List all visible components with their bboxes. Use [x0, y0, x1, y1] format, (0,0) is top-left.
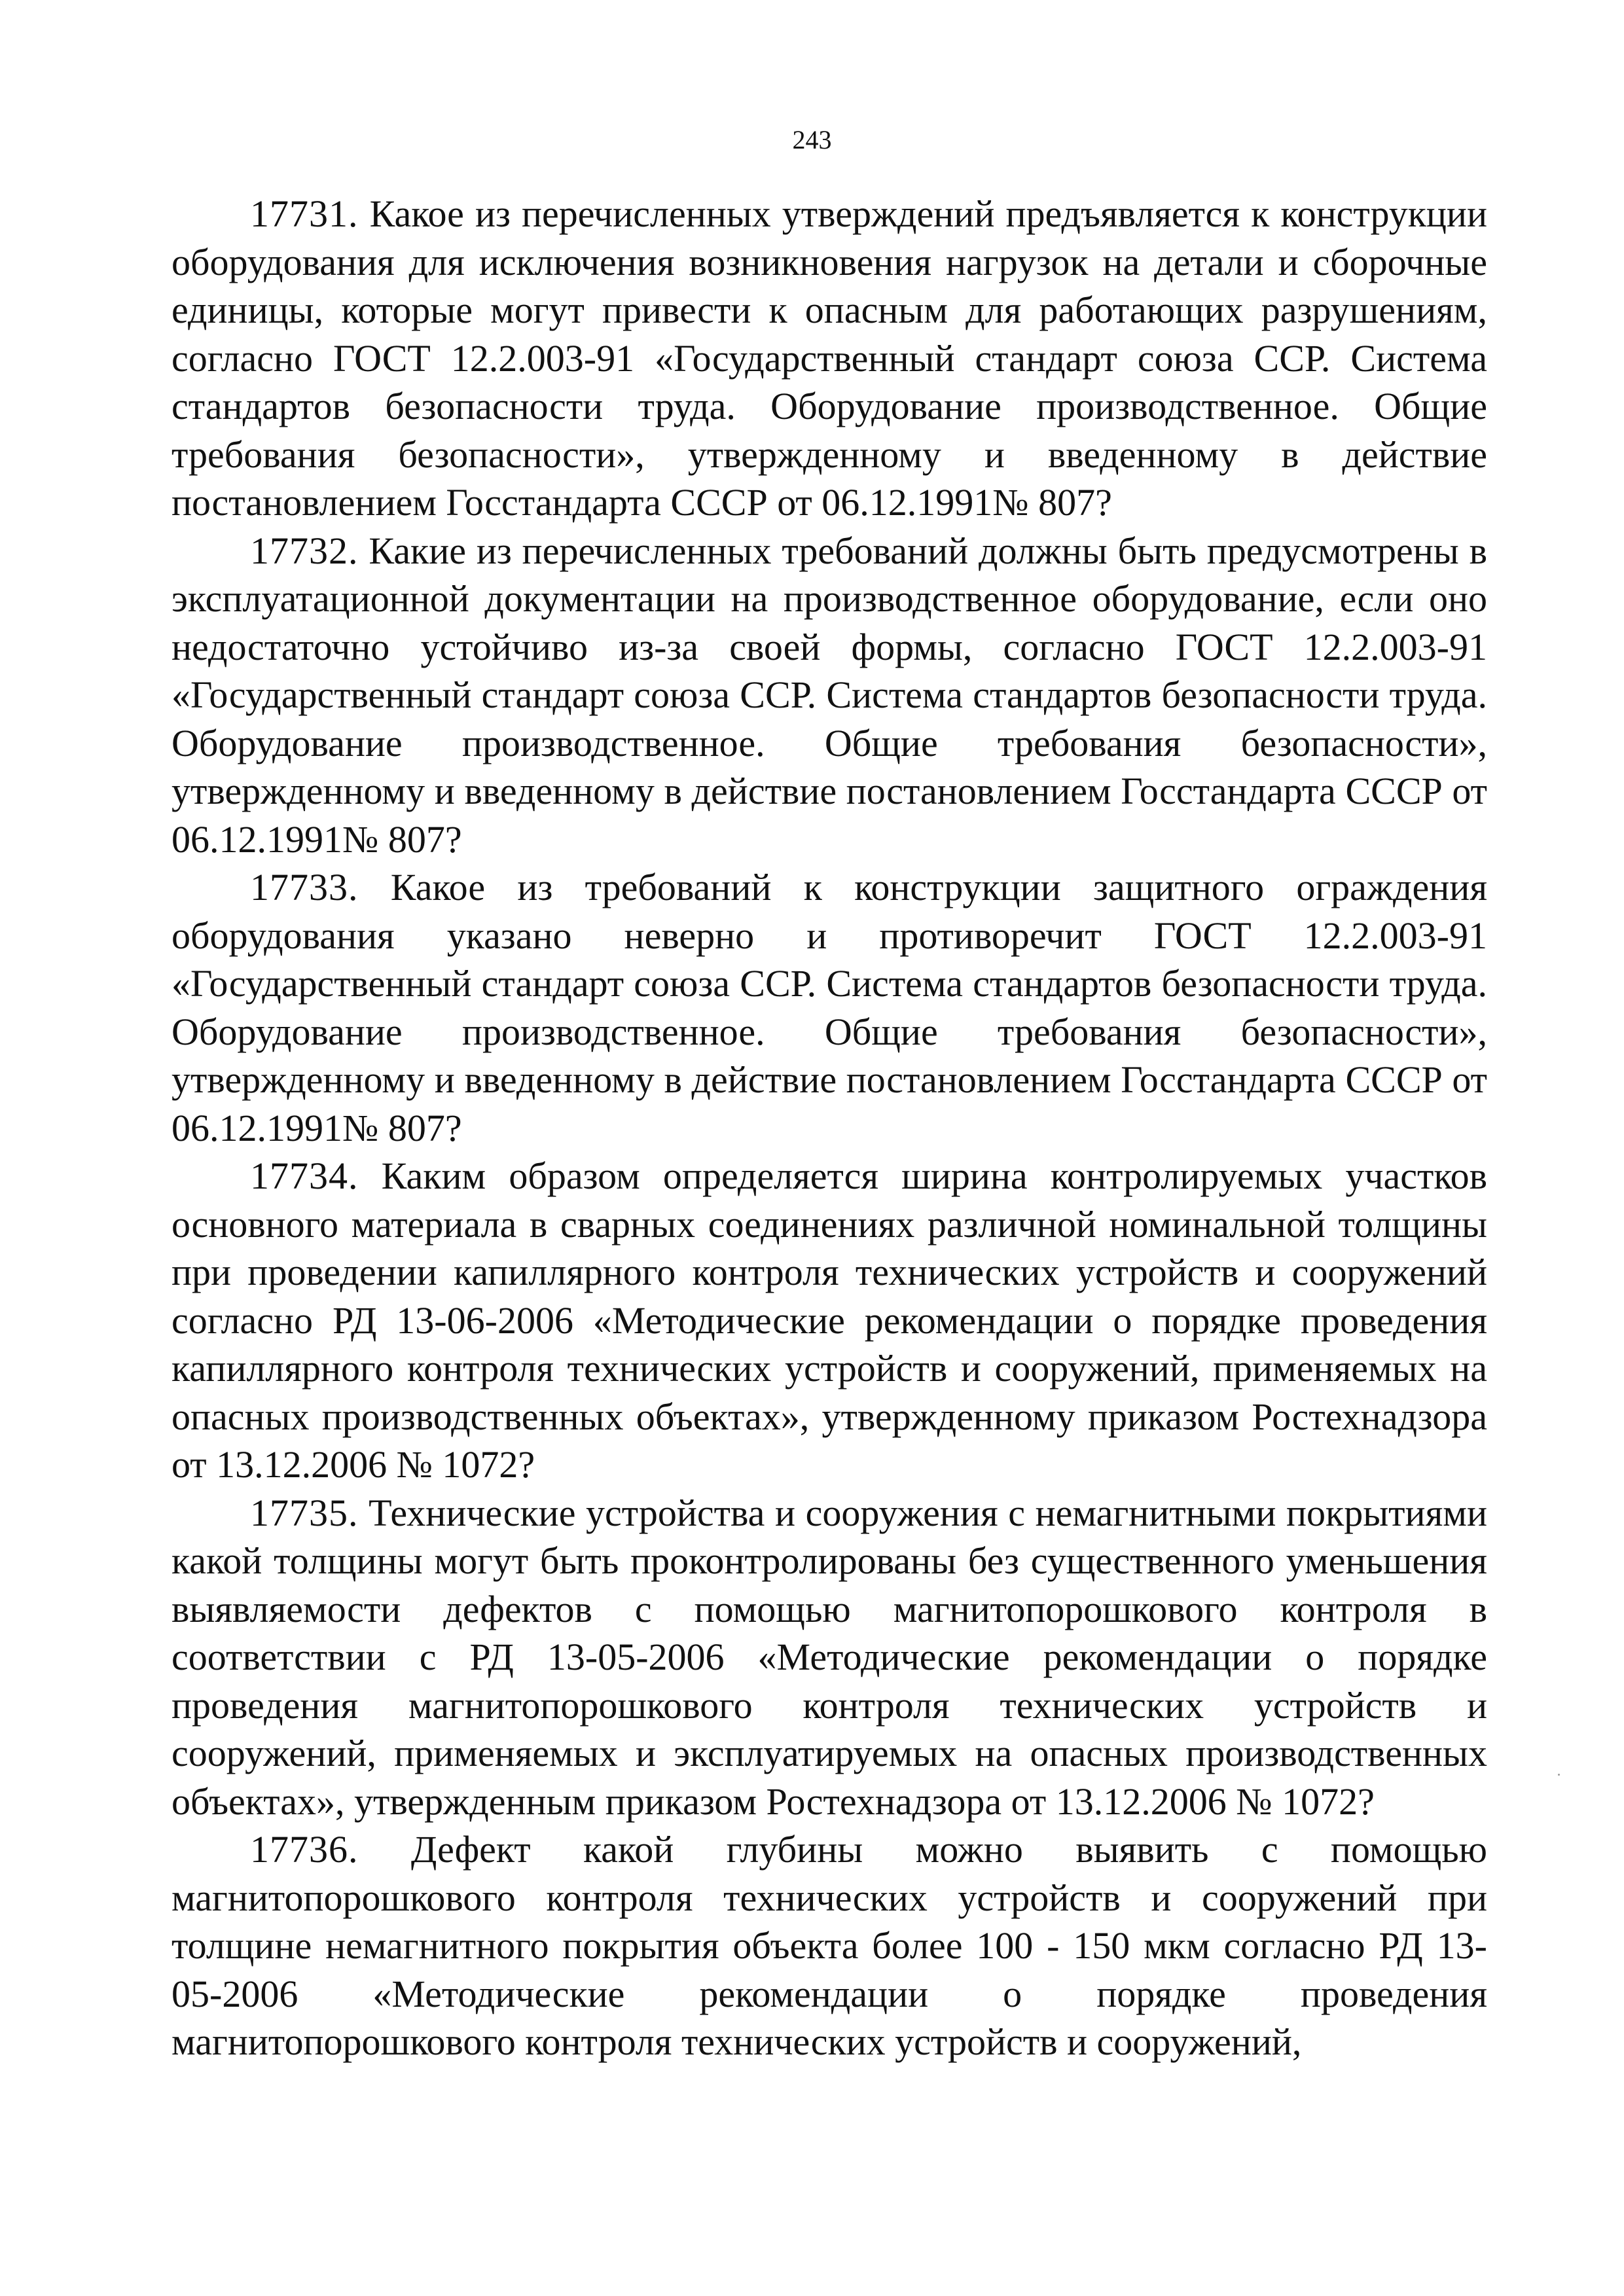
question-number: 17734.	[250, 1155, 359, 1197]
question-17736	[171, 1825, 1487, 2066]
question-17732	[171, 527, 1487, 864]
question-list	[171, 190, 1487, 2066]
question-17733	[171, 863, 1487, 1152]
question-text: Каким образом определяется ширина контролируемых участков основного материала в сварных соединениях различной номинальной толщины при проведении капиллярного контроля технических устройств и сооружений согласно РД 13-06-2006 «Методические рекомендации о порядке проведения капиллярного контроля технических устройств и сооружений, применяемых на опасных производственных объектах», утвержденному приказом Ростехнадзора от 13.12.2006 № 1072?	[171, 1155, 1487, 1486]
question-text: Дефект какой глубины можно выявить с помощью магнитопорошкового контроля технических устройств и сооружений при толщине немагнитного покрытия объекта более 100 - 150 мкм согласно РД 13-05-2006 «Методические рекомендации о порядке проведения магнитопорошкового контроля технических устройств и сооружений,	[171, 1828, 1488, 2063]
question-text: Какие из перечисленных требований должны быть предусмотрены в эксплуатационной документации на производственное оборудование, если оно недостаточно устойчиво из-за своей формы, согласно ГОСТ 12.2.003-91 «Государственный стандарт союза ССР. Система стандартов безопасности труда. Оборудование производственное. Общие требования безопасности», утвержденному и введенному в действие постановлением Госстандарта СССР от 06.12.1991№ 807?	[171, 529, 1488, 861]
page-number: 243	[792, 125, 832, 154]
question-17731	[171, 190, 1487, 527]
question-text: Какое из требований к конструкции защитного ограждения оборудования указано неверно и противоречит ГОСТ 12.2.003-91 «Государственный стандарт союза ССР. Система стандартов безопасности труда. Оборудование производственное. Общие требования безопасности», утвержденному и введенному в действие постановлением Госстандарта СССР от 06.12.1991№ 807?	[171, 866, 1487, 1149]
question-17735	[171, 1489, 1487, 1826]
question-number: 17733.	[250, 866, 359, 908]
question-number: 17732.	[250, 529, 359, 572]
question-number: 17735.	[250, 1491, 359, 1534]
question-number: 17731.	[250, 192, 359, 235]
question-number: 17736.	[250, 1828, 359, 1871]
question-text: Технические устройства и сооружения с немагнитными покрытиями какой толщины могут быть проконтролированы без существенного уменьшения выявляемости дефектов с помощью магнитопорошкового контроля в соответствии с РД 13-05-2006 «Методические рекомендации о порядке проведения магнитопорошкового контроля технических устройств и сооружений, применяемых и эксплуатируемых на опасных производственных объектах», утвержденным приказом Ростехнадзора от 13.12.2006 № 1072?	[171, 1491, 1487, 1823]
question-17734	[171, 1152, 1487, 1489]
scan-speck	[1558, 1774, 1560, 1776]
question-text: Какое из перечисленных утверждений предъявляется к конструкции оборудования для исключения возникновения нагрузок на детали и сборочные единицы, которые могут привести к опасным для работающих разрушениям, согласно ГОСТ 12.2.003-91 «Государственный стандарт союза ССР. Система стандартов безопасности труда. Оборудование производственное. Общие требования безопасности», утвержденному и введенному в действие постановлением Госстандарта СССР от 06.12.1991№ 807?	[171, 192, 1487, 524]
